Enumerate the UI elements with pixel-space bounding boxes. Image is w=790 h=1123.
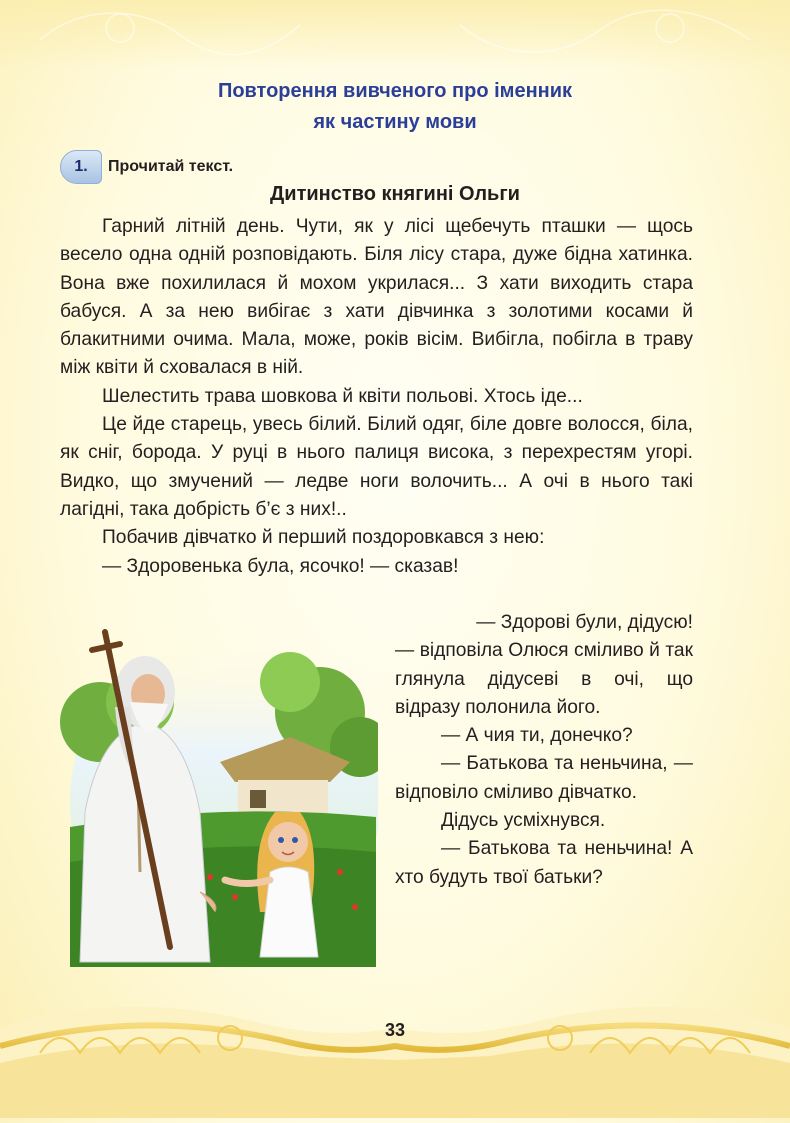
dialogue-line: — Батькова та неньчина, — відповіло сміливо дівчатко.: [395, 753, 693, 803]
bottom-ornament: [0, 968, 790, 1118]
illustration-old-man-and-girl: [60, 612, 378, 972]
task-number-badge: 1.: [60, 150, 102, 184]
lesson-title-line-1: Повторення вивченого про іменник: [217, 80, 573, 102]
dialogue-line: — А чия ти, донечко?: [441, 725, 633, 747]
top-ornament-band: [0, 0, 790, 70]
dialogue-line: — відповіла Олюся сміливо й так глянула дідусеві в очі, що відразу полонила його.: [395, 640, 693, 718]
dialogue-line: — Батькова та неньчина! А хто будуть твої батьки?: [395, 838, 693, 888]
story-title: Дитинство княгині Ольги: [270, 183, 520, 205]
top-ornament: [0, 0, 790, 70]
task-instruction: Прочитай текст.: [108, 158, 234, 175]
bottom-ornament-band: [0, 968, 790, 1118]
story-paragraph: Побачив дівчатко й перший поздоровкався з нею:: [102, 527, 545, 549]
story-dialogue: [395, 609, 693, 892]
story-paragraph: Шелестить трава шовкова й квіти польові. Хтось іде...: [102, 385, 583, 407]
story-paragraph: — Здоровенька була, ясочко! — сказав!: [102, 555, 459, 577]
page-number: 33: [384, 1020, 406, 1040]
dialogue-line: Дідусь усміхнувся.: [441, 810, 606, 832]
story-paragraph: Це йде старець, увесь білий. Білий одяг, біле довге волосся, біла, як сніг, борода. У руці в нього палиця висока, з перехрестям угорі. Видко, що змучений — ледве ноги волочить... А очі в нього такі лагідні, така добрість б’є з них!..: [60, 414, 693, 520]
story-text: [60, 213, 693, 581]
dialogue-line: — Здорові були, дідусю!: [476, 612, 693, 633]
story-paragraph: Гарний літній день. Чути, як у лісі щебечуть пташки — щось весело одна одній розповідають. Біля лісу стара, дуже бідна хатинка. Вона вже похилилася й мохом укрилася... З хати виходить стара бабуся. А за нею вибігає з хати дівчинка з золотими косами й блакитними очима. Мала, може, років вісім. Вибігла, побігла в траву між квіти й сховалася в ній.: [60, 216, 693, 379]
lesson-title-line-2: як частину мови: [313, 111, 477, 133]
